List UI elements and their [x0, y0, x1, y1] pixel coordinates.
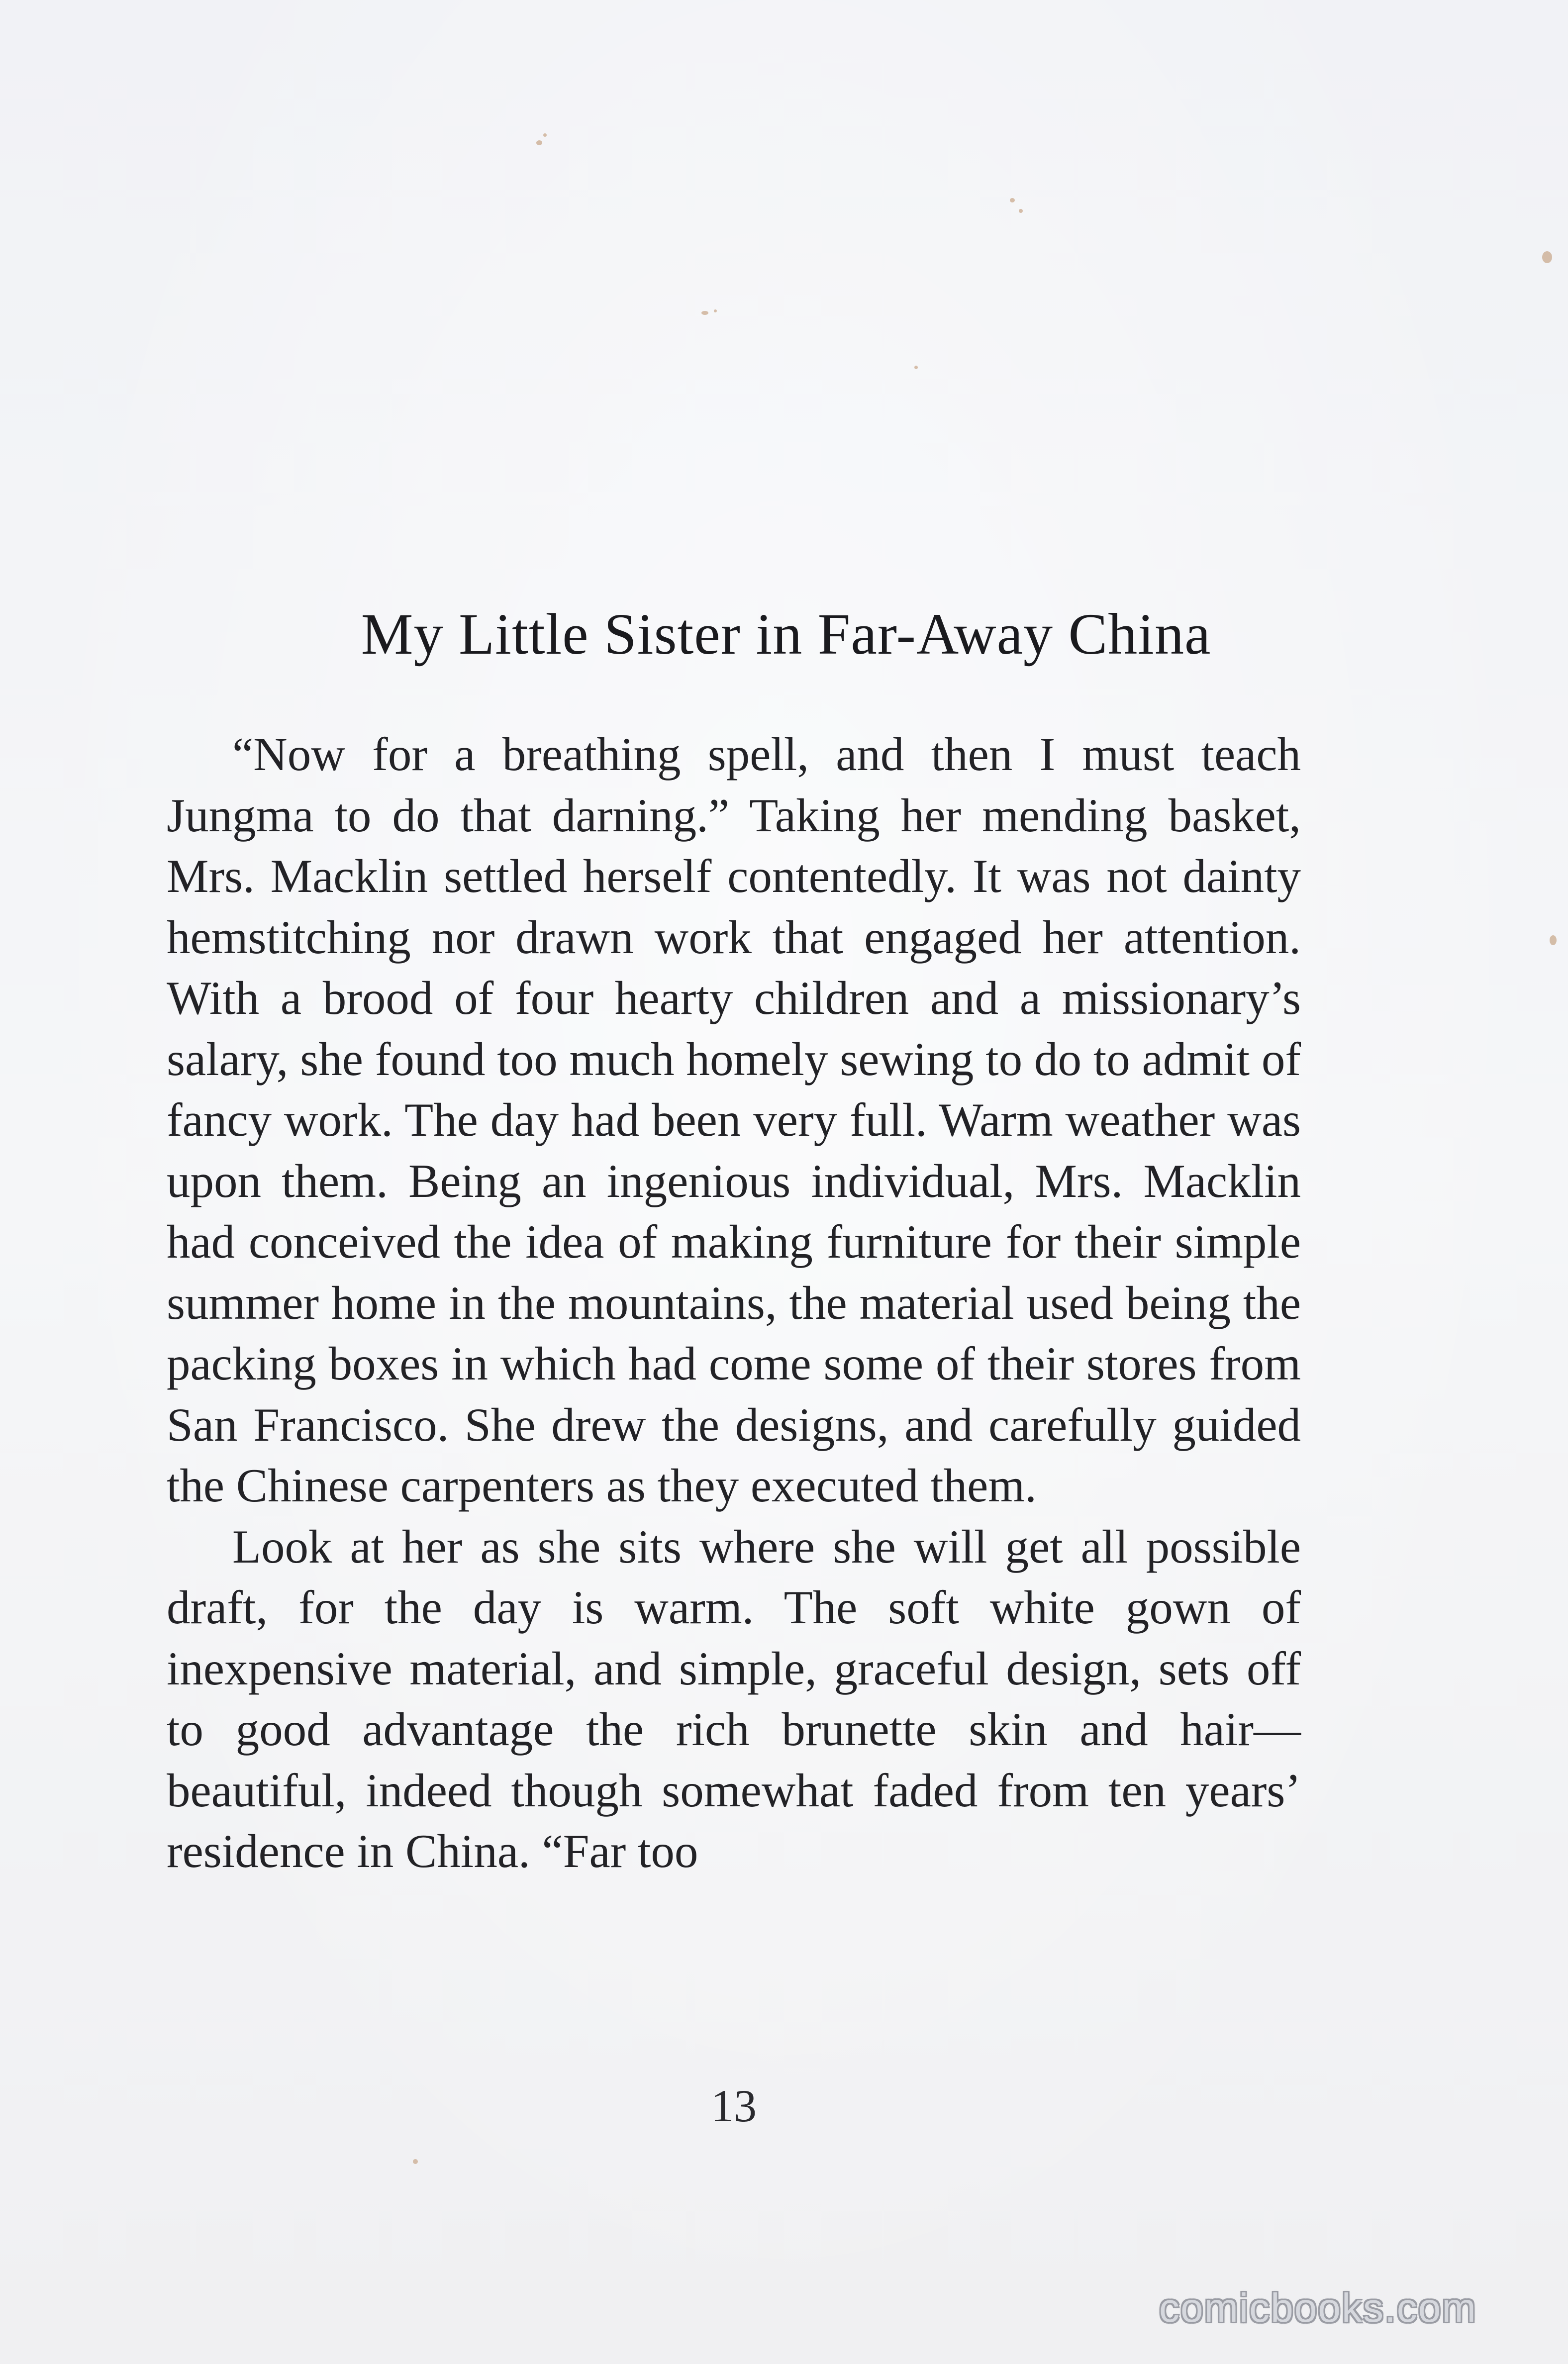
- paper-speck: [714, 309, 717, 312]
- watermark: comicbooks.com: [1159, 2285, 1477, 2331]
- paper-speck: [543, 133, 547, 137]
- paper-speck: [1010, 198, 1015, 202]
- paper-speck: [1542, 251, 1552, 263]
- chapter-title: My Little Sister in Far-Away China: [361, 601, 1211, 667]
- paper-speck: [413, 2159, 418, 2164]
- paper-speck: [701, 311, 708, 315]
- paper-speck: [1550, 935, 1557, 945]
- paragraph: “Now for a breathing spell, and then I must teach Jungma to do that darning.” Taking her mending basket, Mrs. Macklin settled herself contentedly. It was not dainty hemstitching nor drawn work that engaged her attention. With a brood of four hearty children and a missionary’s salary, she found too much homely sewing to do to admit of fancy work. The day had been very full. Warm weather was upon them. Being an ingenious individual, Mrs. Macklin had conceived the idea of making furniture for their simple summer home in the mountains, the material used being the packing boxes in which had come some of their stores from San Francisco. She drew the designs, and carefully guided the Chinese carpenters as they executed them.: [167, 728, 1301, 1512]
- body-text: [167, 724, 1301, 1882]
- paper-speck: [1019, 209, 1023, 213]
- page-number: 13: [711, 2080, 757, 2131]
- paper-speck: [914, 366, 918, 369]
- paper-speck: [536, 140, 542, 145]
- paragraph: Look at her as she sits where she will get all possible draft, for the day is warm. The soft white gown of inexpensive material, and simple, graceful design, sets off to good advantage the rich brunette skin and hair—beautiful, indeed though somewhat faded from ten years’ residence in China. “Far too: [167, 1520, 1301, 1877]
